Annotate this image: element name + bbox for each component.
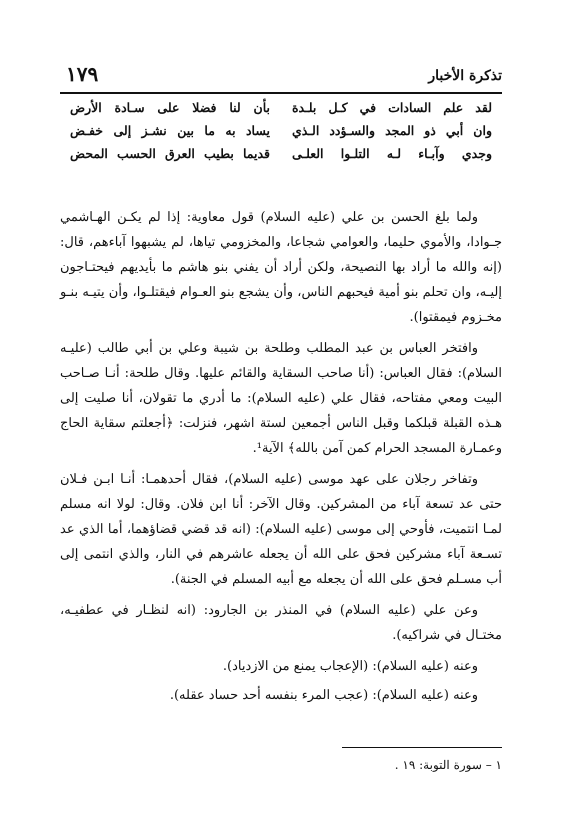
- paragraph: وعنه (عليه السلام): (عجب المرء بنفسه أحد حساد عقله).: [169, 688, 478, 703]
- body-text: [60, 205, 502, 712]
- poem-line: [70, 123, 492, 146]
- poem-second-hemistich: يساد به ما بين نشـز إلى خفـض: [70, 123, 270, 138]
- poem-second-hemistich: بأن لنا فضلا على سـادة الأرض: [70, 100, 270, 115]
- paragraph: وعن علي (عليه السلام) في المنذر بن الجارود: (انه لنظـار في عطفيـه، مختـال في شراكيه).: [60, 603, 502, 643]
- paragraph: وعنه (عليه السلام): (الإعجاب يمنع من الازدياد).: [222, 659, 478, 674]
- footnote-separator: [342, 747, 502, 748]
- poem-line: [70, 100, 492, 123]
- paragraph: وتفاخر رجلان على عهد موسى (عليه السلام)، فقال أحدهمـا: أنـا ابـن فـلان حتى عد تسعة آباء من المشركين. وقال الآخر: أنا ابن فلان. وقال: لولا انه مسلم لمـا انتميت، فأوحي إلى موسى (عليه السلام): (انه قد قضي قضاؤهما، أما الذي عد تسـعة آباء مشركين فحق على الله أن يجعله عاشرهم في النار، والذي انتمى إلى أب مسـلم فحق على الله أن يجعله مع أبيه المسلم في الجنة).: [60, 472, 502, 587]
- poem-second-hemistich: قديما بطيب العرق الحسب المحض: [70, 146, 270, 161]
- running-title: تذكرة الأخبار: [428, 68, 502, 84]
- poem-first-hemistich: وان أبي ذو المجد والسـؤدد الـذي: [292, 123, 492, 138]
- paragraph: وافتخر العباس بن عبد المطلب وطلحة بن شيبة وعلي بن أبي طالب (عليـه السلام): فقال العباس: (أنا صاحب السقاية والقائم عليها. وقال طلحة: أنـا صـاحب البيت ومعي مفتاحه، فقال علي (عليه السلام): ما أدري ما تقولان، أنا صليت إلى هـذه القبلة قبلكما وقبل الناس أجمعين لستة اشهر، فنزلت: ﴿أجعلتم سقاية الحاج وعمـارة المسجد الحرام كمن آمن بالله﴾ الآية¹.: [60, 341, 502, 456]
- poem-line: [70, 146, 492, 169]
- poem-block: [70, 100, 492, 169]
- page-header: [60, 62, 502, 94]
- footnote: ١ – سورة التوبة: ١٩ .: [394, 758, 502, 772]
- paragraph: ولما بلغ الحسن بن علي (عليه السلام) قول معاوية: إذا لم يكـن الهـاشمي جـوادا، والأموي حليما، والعوامي شجاعا، والمخزومي تياها، لم يشبهوا آباءهم، قال: (إنه والله ما أراد بها النصيحة، ولكن أراد أن يفني بنو هاشم ما بأيديهم فيحتـاجون إليـه، وان تحلم بنو أمية فيحبهم الناس، وأن يشجع بنو العـوام فيقتلـوا، وأن يتيـه بنـو مخـزوم فيمقتوا).: [60, 210, 502, 325]
- page-number: ١٧٩: [66, 62, 99, 86]
- poem-first-hemistich: لقد علم السادات في كـل بلـدة: [292, 100, 492, 115]
- poem-first-hemistich: وجدي وآبـاء لـه التلـوا العلـى: [292, 146, 492, 161]
